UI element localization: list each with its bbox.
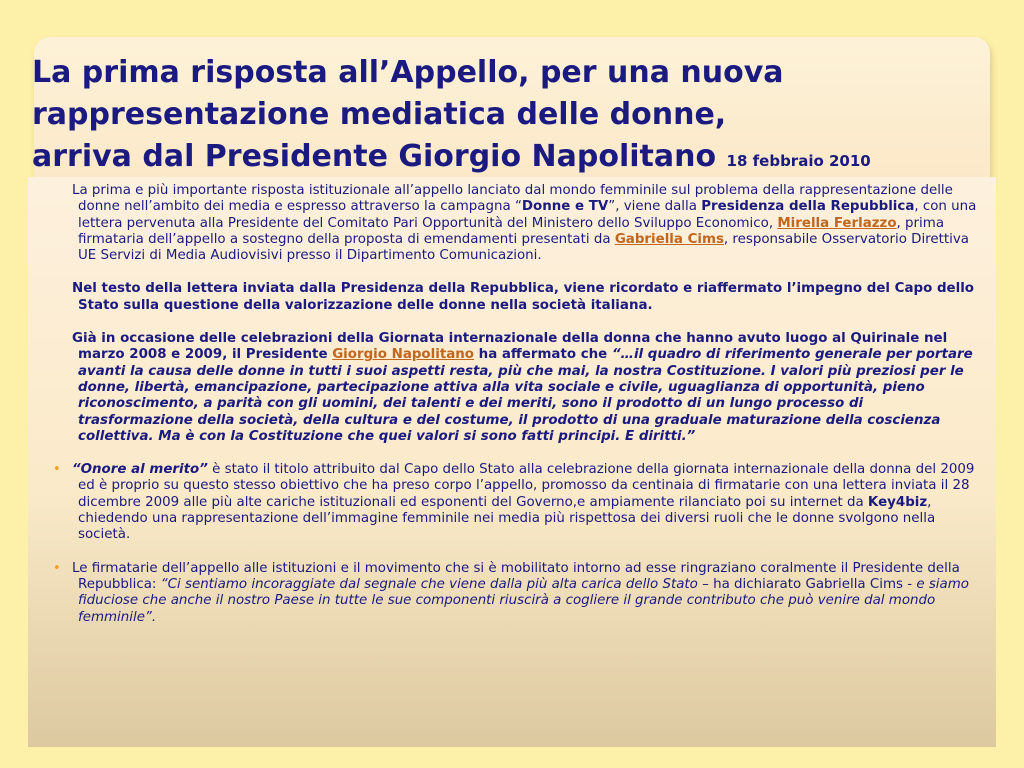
p1-text-5: , responsabile Osservatorio Direttiva UE Servizi di Media Audiovisivi presso il Dipartimento Comunicazioni. [78, 231, 969, 264]
p1-text-2: ”, viene dalla [608, 199, 702, 215]
p1-campaign-name: Donne e TV [521, 199, 609, 215]
p1-presidency: Presidenza della Repubblica [701, 199, 915, 215]
paragraph-quote [50, 331, 980, 445]
slide-body [50, 183, 980, 626]
link-gabriella-cims[interactable]: Gabriella Cims [614, 231, 724, 247]
p3-quote: “…il quadro di riferimento generale per portare avanti la causa delle donne in tutti i suoi aspetti resta, più che mai, la nostra Costituzione. I valori più preziosi per le donne, libertà, emancipazione, partecipazione attiva alla vita sociale e civile, uguaglianza di opportunità, pieno riconoscimento, a parità con gli uomini, dei talenti e dei meriti, sono il prodotto di un lungo processo di trasformazione della società, della cultura e del costume, il prodotto di una graduale maturazione della coscienza collettiva. Ma è con la Costituzione che quei valori si sono fatti principi. E diritti.” [78, 347, 973, 444]
link-mirella-ferlazzo[interactable]: Mirella Ferlazzo [777, 215, 897, 231]
b1-title: “Onore al merito” [72, 462, 208, 478]
p1-text-4: , prima firmataria dell’appello a sostegno della proposta di emendamenti presentati da [78, 215, 945, 247]
paragraph-letter: Nel testo della lettera inviata dalla Presidenza della Repubblica, viene ricordato e riaffermato l’impegno del Capo dello Stato sulla questione della valorizzazione delle donne nella società italiana. [72, 281, 975, 313]
b2-quote-2: e siamo fiduciose che anche il nostro Paese in tutte le sue componenti riuscirà a cogliere il grande contributo che può venire dal mondo femminile”. [78, 576, 969, 625]
b2-text-1: Le firmatarie dell’appello alle istituzioni e il movimento che si è mobilitato intorno ad esse ringraziano coralmente il Presidente della Repubblica: [72, 560, 960, 592]
title-line-1: La prima risposta all’Appello, per una nuova [32, 55, 784, 90]
b1-key4biz: Key4biz [867, 494, 928, 510]
p1-text-1: La prima e più importante risposta istituzionale all’appello lanciato dal mondo femminile sul problema della rappresentazione delle donne nell’ambito dei media e espresso attraverso la campagna “ [72, 183, 953, 215]
b1-text-1: è stato il titolo attribuito dal Capo dello Stato alla celebrazione della giornata internazionale della donna del 2009 ed è proprio su questo stesso obiettivo che ha preso corpo l’appello, promosso da centinaia di firmatarie con una lettera inviata il 28 dicembre 2009 alle più alte cariche istituzionali ed esponenti del Governo,e ampiamente rilanciato poi su internet da [78, 462, 975, 510]
p3-text-1: Già in occasione delle celebrazioni della Giornata internazionale della donna che hanno avuto luogo al Quirinale nel marzo 2008 e 2009, il Presidente [72, 331, 948, 363]
paragraph-intro [50, 183, 980, 264]
title-date: 18 febbraio 2010 [726, 152, 871, 170]
b1-text-2: , chiedendo una rappresentazione dell’immagine femminile nei media più rispettosa dei diversi ruoli che le donne svolgono nella società. [78, 494, 936, 543]
b2-text-2: – ha dichiarato Gabriella Cims - [697, 576, 917, 592]
p3-text-2: ha affermato che [474, 347, 612, 363]
b2-quote-1: “Ci sentiamo incoraggiate dal segnale che viene dalla più alta carica dello Stato [160, 576, 698, 592]
bullet-icon: • [53, 560, 61, 576]
title-line-2: rappresentazione mediatica delle donne, [32, 97, 727, 132]
link-giorgio-napolitano[interactable]: Giorgio Napolitano [332, 347, 474, 363]
slide-title [32, 52, 992, 182]
bullet-firmatarie [50, 561, 980, 626]
bullet-icon: • [53, 462, 61, 478]
bullet-onore-al-merito [50, 462, 980, 543]
title-line-3: arriva dal Presidente Giorgio Napolitano [32, 139, 717, 174]
p1-text-3: , con una lettera pervenuta alla Presidente del Comitato Pari Opportunità del Ministero dello Sviluppo Economico, [78, 199, 977, 231]
